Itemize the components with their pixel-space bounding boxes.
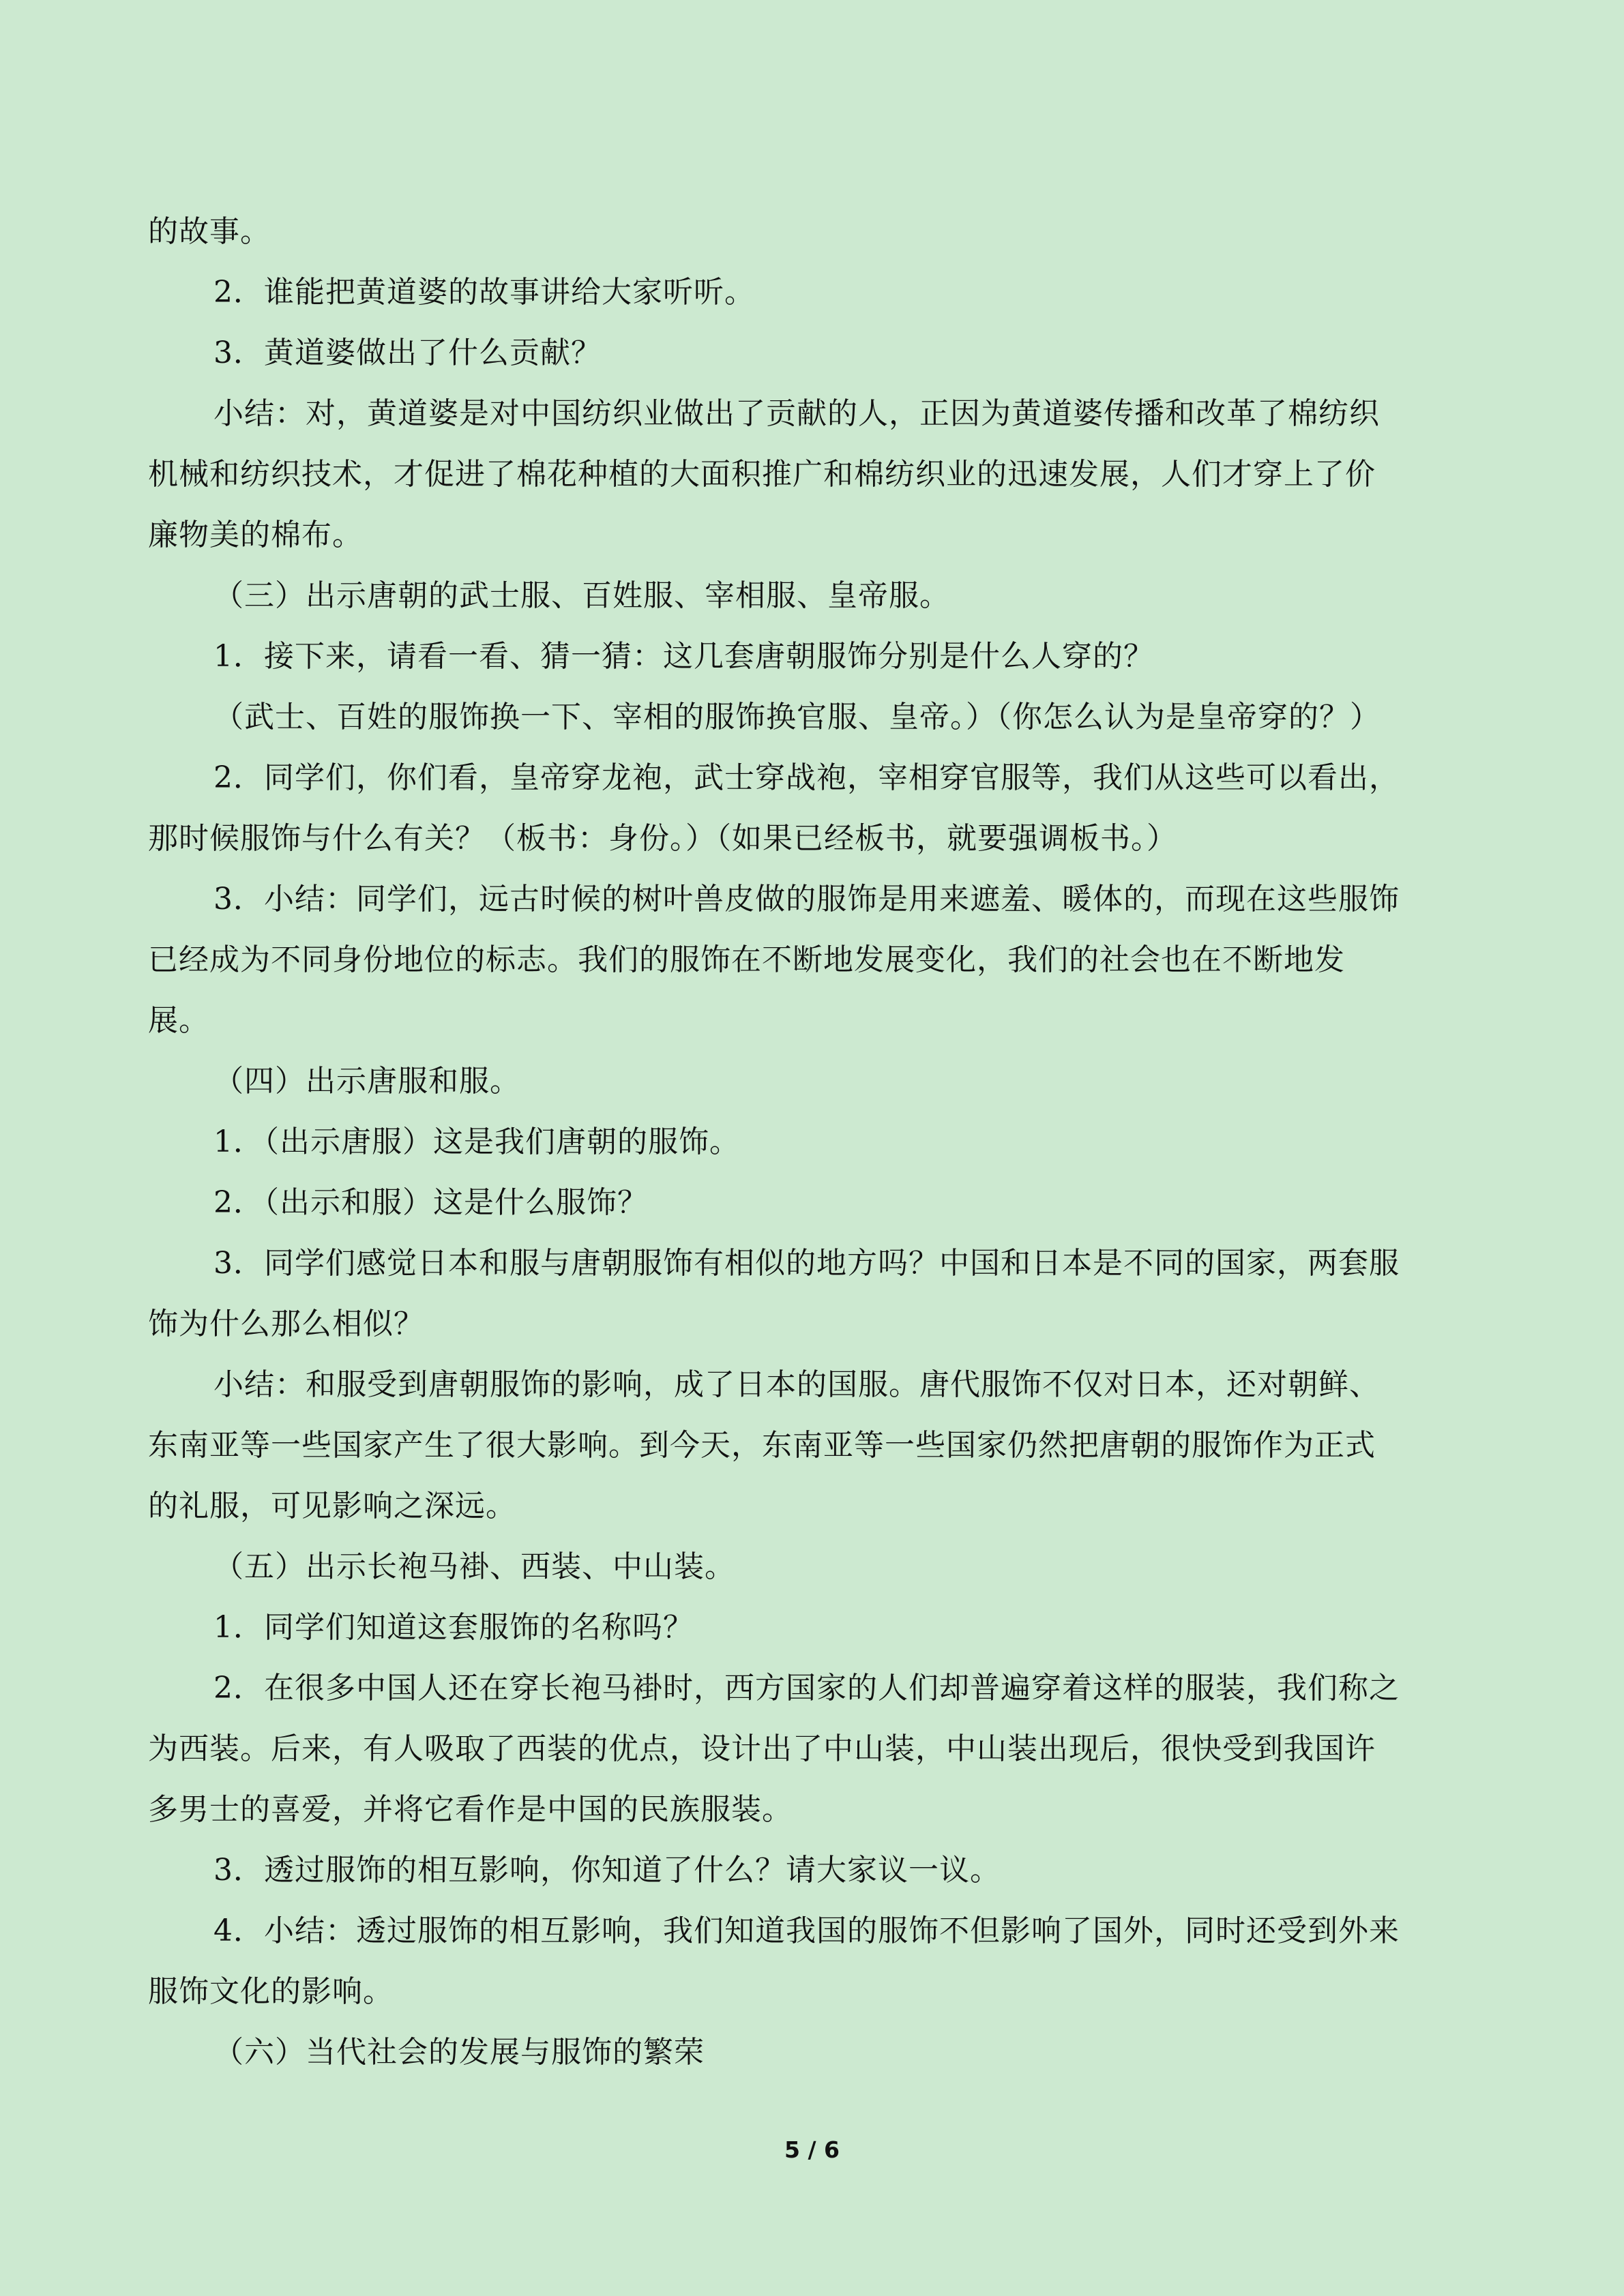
text-line: 小结：对，黄道婆是对中国纺织业做出了贡献的人，正因为黄道婆传播和改革了棉纺织 bbox=[213, 396, 1380, 431]
text-line: 4．小结：透过服饰的相互影响，我们知道我国的服饰不但影响了国外，同时还受到外来 bbox=[213, 1913, 1400, 1948]
text-line: 服饰文化的影响。 bbox=[148, 1974, 394, 2009]
text-line: 的故事。 bbox=[148, 214, 271, 249]
text-line: 1．接下来，请看一看、猜一猜：这几套唐朝服饰分别是什么人穿的？ bbox=[213, 639, 1154, 674]
text-line: 为西装。后来，有人吸取了西装的优点，设计出了中山装，中山装出现后，很快受到我国许 bbox=[148, 1731, 1376, 1766]
text-line: （六）当代社会的发展与服饰的繁荣 bbox=[213, 2035, 705, 2070]
text-line: 小结：和服受到唐朝服饰的影响，成了日本的国服。唐代服饰不仅对日本，还对朝鲜、 bbox=[213, 1367, 1380, 1402]
text-line: 3．小结：同学们，远古时候的树叶兽皮做的服饰是用来遮羞、暖体的，而现在这些服饰 bbox=[213, 882, 1400, 916]
text-line: （四）出示唐服和服。 bbox=[213, 1064, 520, 1099]
document-body bbox=[148, 209, 1478, 2090]
text-line: 展。 bbox=[148, 1003, 209, 1038]
text-line: 多男士的喜爱，并将它看作是中国的民族服装。 bbox=[148, 1792, 793, 1827]
text-line: 2．（出示和服）这是什么服饰？ bbox=[213, 1185, 648, 1220]
text-line: 1．（出示唐服）这是我们唐朝的服饰。 bbox=[213, 1124, 740, 1159]
text-line: 1．同学们知道这套服饰的名称吗？ bbox=[213, 1610, 694, 1645]
page-number: 5 / 6 bbox=[784, 2136, 840, 2163]
text-line: （武士、百姓的服饰换一下、宰相的服饰换官服、皇帝。）（你怎么认为是皇帝穿的？） bbox=[213, 700, 1381, 734]
text-line: 2．在很多中国人还在穿长袍马褂时，西方国家的人们却普遍穿着这样的服装，我们称之 bbox=[213, 1671, 1400, 1705]
text-line: 3．同学们感觉日本和服与唐朝服饰有相似的地方吗？中国和日本是不同的国家，两套服 bbox=[213, 1246, 1400, 1281]
text-line: 2．谁能把黄道婆的故事讲给大家听听。 bbox=[213, 275, 755, 310]
text-line: 机械和纺织技术，才促进了棉花种植的大面积推广和棉纺织业的迅速发展，人们才穿上了价 bbox=[148, 457, 1376, 492]
text-line: 的礼服，可见影响之深远。 bbox=[148, 1489, 516, 1523]
text-line: 3．透过服饰的相互影响，你知道了什么？请大家议一议。 bbox=[213, 1853, 1001, 1888]
text-line: 饰为什么那么相似？ bbox=[148, 1307, 424, 1341]
text-line: 那时候服饰与什么有关？（板书：身份。）（如果已经板书，就要强调板书。） bbox=[148, 821, 1177, 856]
text-line: 2．同学们，你们看，皇帝穿龙袍，武士穿战袍，宰相穿官服等，我们从这些可以看出， bbox=[213, 760, 1400, 795]
text-line: 东南亚等一些国家产生了很大影响。到今天，东南亚等一些国家仍然把唐朝的服饰作为正式 bbox=[148, 1428, 1376, 1463]
text-line: 已经成为不同身份地位的标志。我们的服饰在不断地发展变化，我们的社会也在不断地发 bbox=[148, 942, 1345, 977]
text-line: 3．黄道婆做出了什么贡献？ bbox=[213, 336, 602, 370]
text-line: （五）出示长袍马褂、西装、中山装。 bbox=[213, 1549, 735, 1584]
text-line: 廉物美的棉布。 bbox=[148, 518, 363, 552]
text-line: （三）出示唐朝的武士服、百姓服、宰相服、皇帝服。 bbox=[213, 578, 950, 613]
